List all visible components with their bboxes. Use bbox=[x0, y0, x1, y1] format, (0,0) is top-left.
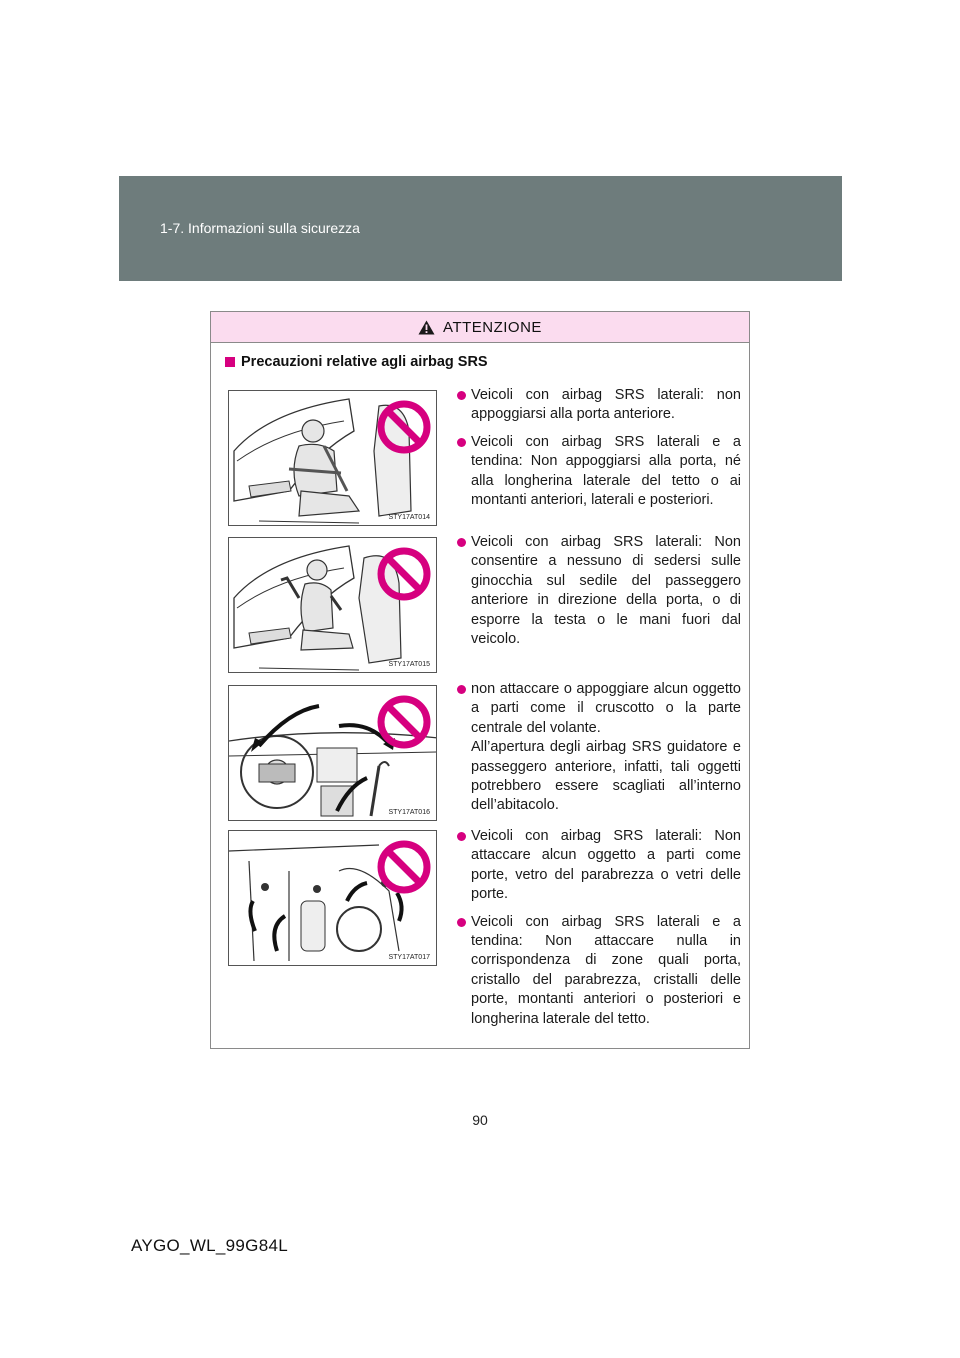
list-item: non attaccare o appoggiare alcun oggetto a parti come il cruscotto o la parte centrale del volante. All’apertura degli airbag SRS guidatore e passeggero anteriore, infatti, tali oggetti potrebbero essere scagliati all’interno dell’abitacolo. bbox=[457, 680, 741, 816]
warning-subheading bbox=[225, 354, 488, 370]
image-code: STY17AT017 bbox=[388, 954, 430, 961]
square-bullet-icon bbox=[225, 357, 235, 367]
bullet-dot-icon bbox=[457, 438, 466, 447]
prohibited-icon bbox=[376, 694, 432, 750]
bullet-dot-icon bbox=[457, 685, 466, 694]
warning-subheading-text: Precauzioni relative agli airbag SRS bbox=[241, 354, 488, 370]
bullet-dot-icon bbox=[457, 918, 466, 927]
list-item: Veicoli con airbag SRS laterali: Non consentire a nessuno di sedersi sulle ginocchia sul sedile del passeggero anteriore in direzione della porta, o di esporre la testa o le mani fuori dal veicolo. bbox=[457, 533, 741, 649]
warning-box bbox=[210, 311, 750, 1049]
image-code: STY17AT014 bbox=[388, 514, 430, 521]
image-code: STY17AT016 bbox=[388, 809, 430, 816]
list-item: Veicoli con airbag SRS laterali e a tendina: Non attaccare nulla in corrispondenza di zone quali porta, cristallo del parabrezza, cristalli delle porte, montanti anteriori o posteriori e longherina laterale del tetto. bbox=[457, 913, 741, 1029]
warning-title: ATTENZIONE bbox=[443, 318, 542, 336]
document-code: AYGO_WL_99G84L bbox=[131, 1236, 288, 1255]
section-title: 1-7. Informazioni sulla sicurezza bbox=[160, 220, 360, 236]
illustration-lean-door bbox=[228, 390, 437, 526]
illustration-dashboard bbox=[228, 685, 437, 821]
bullet-group bbox=[457, 386, 741, 518]
bullet-dot-icon bbox=[457, 538, 466, 547]
image-code: STY17AT015 bbox=[388, 661, 430, 668]
list-item: Veicoli con airbag SRS laterali e a tendina: Non appoggiarsi alla porta, né alla longherina laterale del tetto o ai montanti anteriori, laterali e posteriori. bbox=[457, 433, 741, 511]
page-number: 90 bbox=[472, 1112, 488, 1128]
list-item: Veicoli con airbag SRS laterali: non appoggiarsi alla porta anteriore. bbox=[457, 386, 741, 425]
bullet-dot-icon bbox=[457, 832, 466, 841]
bullet-group bbox=[457, 533, 741, 657]
bullet-group bbox=[457, 827, 741, 1037]
prohibited-icon bbox=[376, 546, 432, 602]
illustration-interior-objects bbox=[228, 830, 437, 966]
warning-header bbox=[211, 312, 749, 343]
prohibited-icon bbox=[376, 399, 432, 455]
bullet-dot-icon bbox=[457, 391, 466, 400]
list-item: Veicoli con airbag SRS laterali: Non attaccare alcun oggetto a parti come porte, vetro del parabrezza o vetri delle porte. bbox=[457, 827, 741, 905]
warning-triangle-icon bbox=[418, 320, 435, 335]
prohibited-icon bbox=[376, 839, 432, 895]
illustration-kneel-seat bbox=[228, 537, 437, 673]
bullet-group bbox=[457, 680, 741, 824]
